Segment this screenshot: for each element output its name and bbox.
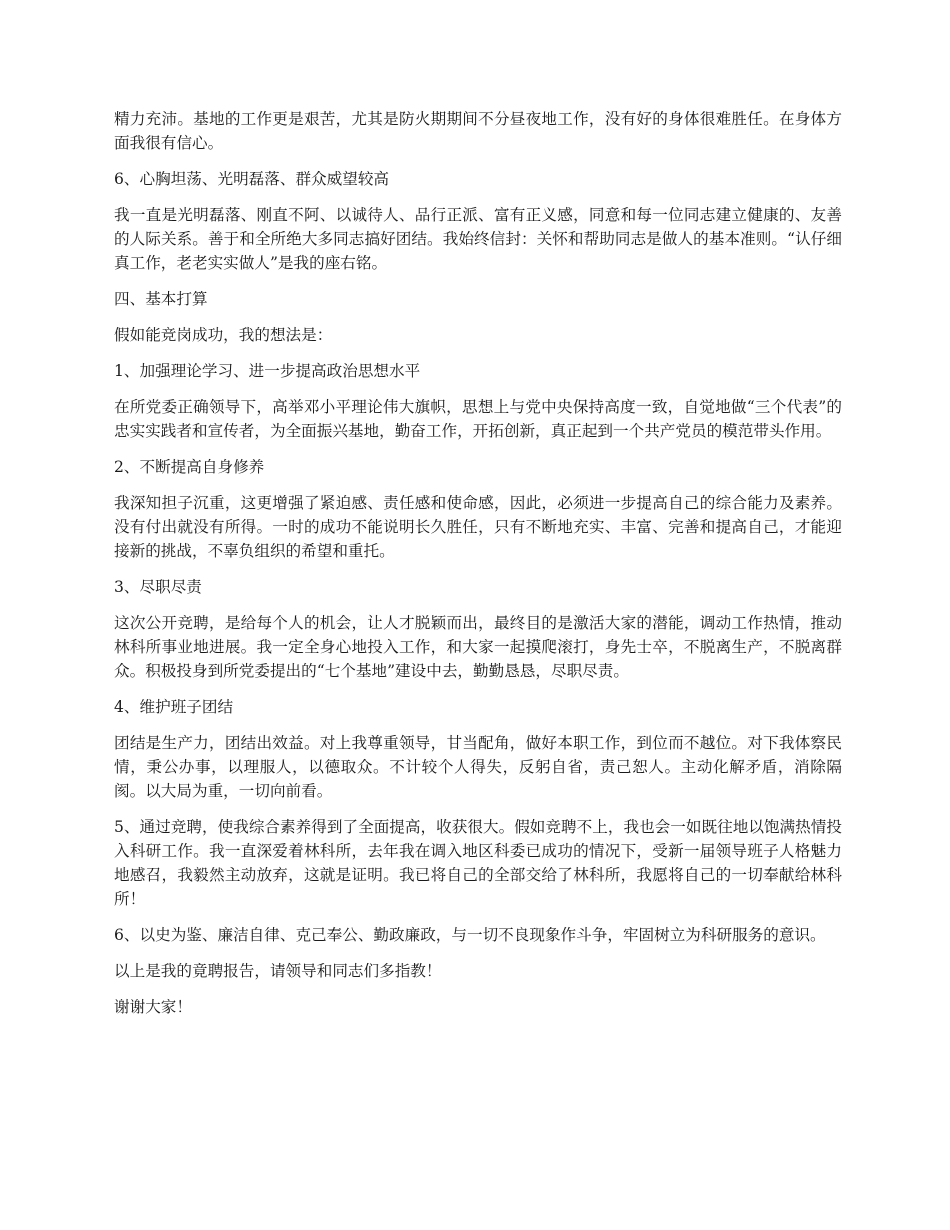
paragraph-plan-5: 5、通过竞聘，使我综合素养得到了全面提高，收获很大。假如竞聘不上，我也会一如既往地以饱满热情投入科研工作。我一直深爱着林科所，去年我在调入地区科委已成功的情况下，受新一届领导班子人格魅力地感召，我毅然主动放弃，这就是证明。我已将自己的全部交给了林科所，我愿将自己的一切奉献给林科所！ bbox=[114, 818, 842, 908]
heading-plan-2-self-cultivation: 2、不断提高自身修养 bbox=[114, 458, 265, 476]
heading-item-6-open-mind: 6、心胸坦荡、光明磊落、群众威望较高 bbox=[114, 170, 390, 188]
closing-line-thanks: 谢谢大家！ bbox=[114, 998, 192, 1016]
paragraph-plan-2: 我深知担子沉重，这更增强了紧迫感、责任感和使命感，因此，必须进一步提高自己的综合能力及素养。没有付出就没有所得。一时的成功不能说明长久胜任，只有不断地充实、丰富、完善和提高自己，才能迎接新的挑战，不辜负组织的希望和重托。 bbox=[114, 494, 842, 560]
closing-line-request: 以上是我的竟聘报告，请领导和同志们多指教！ bbox=[114, 962, 442, 980]
paragraph-plan-4: 团结是生产力，团结出效益。对上我尊重领导，甘当配角，做好本职工作，到位而不越位。对下我体察民情，秉公办事，以理服人，以德取众。不计较个人得失，反躬自省，责己恕人。主动化解矛盾，消除隔阂。以大局为重，一切向前看。 bbox=[114, 734, 842, 800]
document-body bbox=[114, 107, 842, 1031]
section-heading-basic-plan: 四、基本打算 bbox=[114, 290, 208, 308]
paragraph-health: 精力充沛。基地的工作更是艰苦，尤其是防火期期间不分昼夜地工作，没有好的身体很难胜任。在身体方面我很有信心。 bbox=[114, 110, 842, 152]
paragraph-plan-3: 这次公开竞聘，是给每个人的机会，让人才脱颖而出，最终目的是激活大家的潜能，调动工作热情，推动林科所事业地进展。我一定全身心地投入工作，和大家一起摸爬滚打，身先士卒，不脱离生产，不脱离群众。积极投身到所党委提出的“七个基地”建设中去，勤勤恳恳，尽职尽责。 bbox=[114, 614, 842, 680]
heading-plan-1-theory-study: 1、加强理论学习、进一步提高政治思想水平 bbox=[114, 362, 421, 380]
paragraph-plan-6: 6、以史为鉴、廉洁自律、克己奉公、勤政廉政，与一切不良现象作斗争，牢固树立为科研服务的意识。 bbox=[114, 926, 826, 944]
intro-line-plan: 假如能竞岗成功，我的想法是： bbox=[114, 326, 333, 344]
heading-plan-4-unity: 4、维护班子团结 bbox=[114, 698, 234, 716]
paragraph-integrity: 我一直是光明磊落、刚直不阿、以诚待人、品行正派、富有正义感，同意和每一位同志建立健康的、友善的人际关系。善于和全所绝大多同志搞好团结。我始终信封：关怀和帮助同志是做人的基本准则。“认仔细真工作，老老实实做人”是我的座右铭。 bbox=[114, 206, 842, 272]
paragraph-plan-1: 在所党委正确领导下，高举邓小平理论伟大旗帜，思想上与党中央保持高度一致，自觉地做“三个代表”的忠实实践者和宣传者，为全面振兴基地，勤奋工作，开拓创新，真正起到一个共产党员的模范带头作用。 bbox=[114, 398, 842, 440]
heading-plan-3-duty: 3、尽职尽责 bbox=[114, 578, 202, 596]
